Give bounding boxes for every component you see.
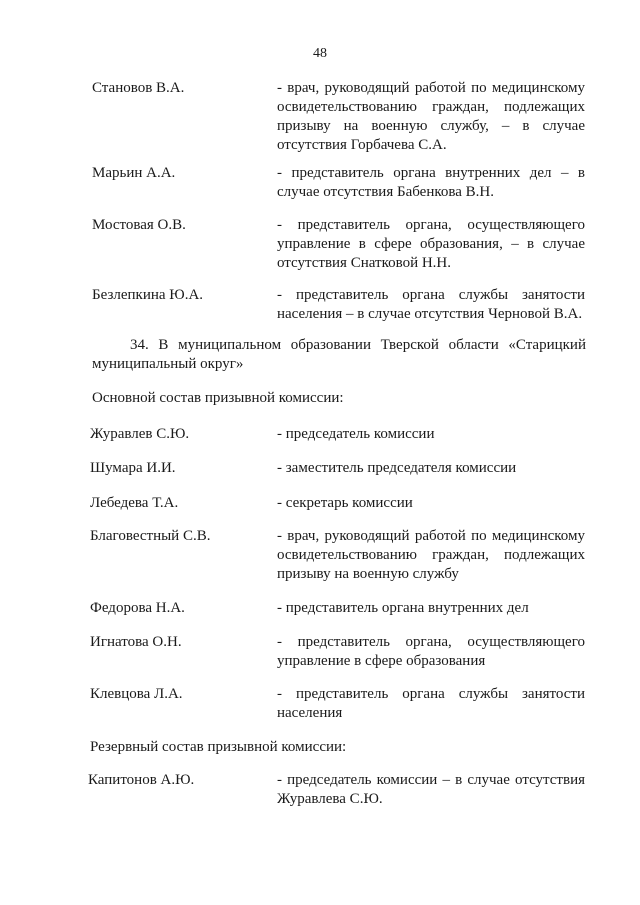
member-role: - представитель органа, осуществляющего управление в сфере образования, – в случае отсутствия Снатковой Н.Н. (277, 217, 585, 271)
member-role: - врач, руководящий работой по медицинскому освидетельствованию граждан, подлежащих призыву на военную службу, – в случае отсутствия Горбачева С.А. (277, 80, 585, 153)
section-title-text: 34. В муниципальном образовании Тверской области «Старицкий муниципальный округ» (92, 337, 586, 372)
member-role: - председатель комиссии – в случае отсутствия Журавлева С.Ю. (277, 772, 585, 807)
member-name: Капитонов А.Ю. (88, 772, 195, 788)
member-name: Становов В.А. (92, 80, 185, 96)
main-composition-heading: Основной состав призывной комиссии: (92, 390, 344, 406)
member-name: Игнатова О.Н. (90, 634, 182, 650)
member-name: Мостовая О.В. (92, 217, 186, 233)
member-name: Лебедева Т.А. (90, 495, 179, 511)
member-role: - заместитель председателя комиссии (277, 460, 517, 476)
member-role: - представитель органа внутренних дел – в случае отсутствия Бабенкова В.Н. (277, 165, 585, 200)
member-name: Федорова Н.А. (90, 600, 185, 616)
member-name: Журавлев С.Ю. (90, 426, 190, 442)
member-name: Шумара И.И. (90, 460, 176, 476)
member-role: - врач, руководящий работой по медицинскому освидетельствованию граждан, подлежащих призыву на военную службу (277, 528, 585, 582)
member-name: Безлепкина Ю.А. (92, 287, 204, 303)
member-role: - представитель органа службы занятости населения (277, 686, 585, 721)
member-name: Марьин А.А. (92, 165, 176, 181)
section-title (92, 336, 586, 374)
member-role: - представитель органа внутренних дел (277, 600, 529, 616)
member-name: Благовестный С.В. (90, 528, 211, 544)
page-number: 48 (313, 46, 327, 61)
member-role: - представитель органа службы занятости населения – в случае отсутствия Черновой В.А. (277, 287, 585, 322)
member-name: Клевцова Л.А. (90, 686, 183, 702)
reserve-composition-heading: Резервный состав призывной комиссии: (90, 739, 347, 755)
member-role: - представитель органа, осуществляющего управление в сфере образования (277, 634, 585, 669)
member-role: - секретарь комиссии (277, 495, 413, 511)
member-role: - председатель комиссии (277, 426, 435, 442)
